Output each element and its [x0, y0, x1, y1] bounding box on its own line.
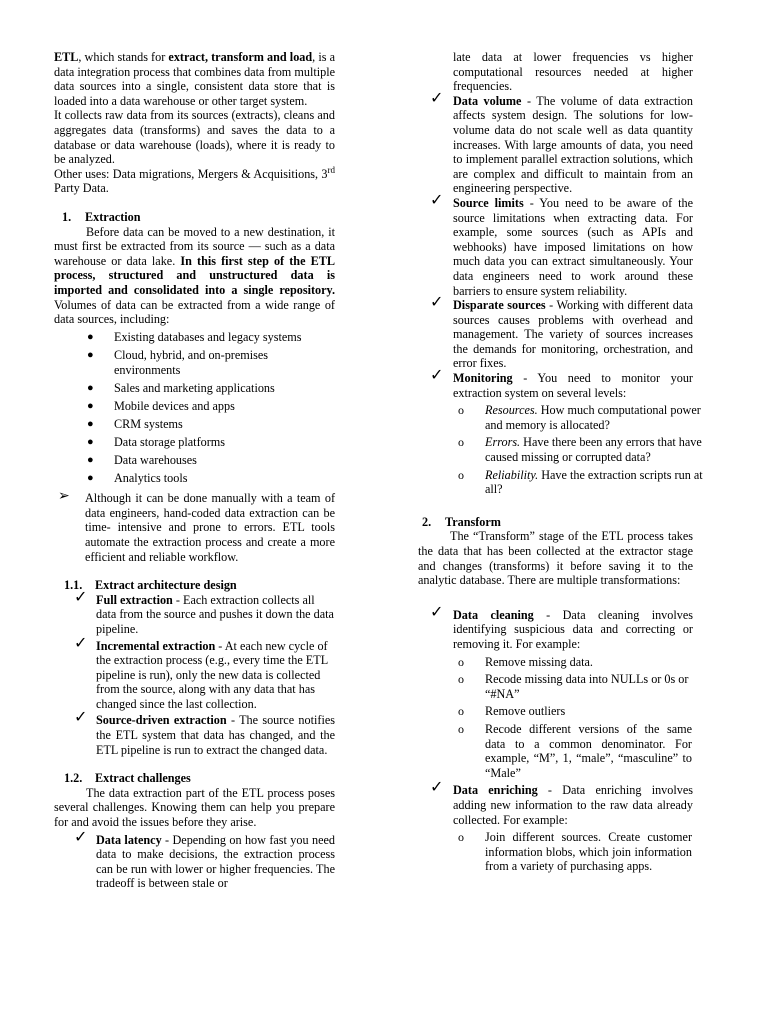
monitoring-item: ✓ Monitoring - You need to monitor your extraction system on several levels:: [430, 367, 693, 400]
right-column: [418, 50, 718, 877]
section-heading-transform: 2. Transform: [422, 514, 501, 529]
checkmark-icon: ✓: [430, 603, 444, 621]
list-item: ● Existing databases and legacy systems: [87, 330, 302, 345]
checkmark-icon: ✓: [430, 89, 444, 107]
list-item: o Join different sources. Create customer information blobs, which join information from a variety of purchasing apps.: [458, 830, 692, 874]
checkmark-icon: ✓: [74, 634, 88, 652]
intro-paragraph: ETL, which stands for extract, transform and load, is a data integration process that combines data from multiple data sources into a single, consistent data store that is loaded into a data warehouse or other target system.: [54, 50, 335, 108]
enriching-examples-list: [418, 830, 718, 874]
bullet-icon: ●: [87, 417, 94, 430]
circle-bullet-icon: o: [458, 704, 464, 719]
list-item: ● Data warehouses: [87, 452, 197, 467]
circle-bullet-icon: o: [458, 830, 464, 845]
checkmark-icon: ✓: [74, 828, 88, 846]
circle-bullet-icon: o: [458, 403, 464, 418]
checkmark-icon: ✓: [430, 367, 444, 385]
checkmark-icon: ✓: [430, 191, 444, 209]
data-volume-item: ✓ Data volume - The volume of data extraction affects system design. The solutions for low-volume data do not scale well as data quantity increases. With large amounts of data, you need to implement parallel extraction solutions, which are complex and difficult to maintain from an engineering perspective.: [430, 89, 693, 196]
list-item: ● Analytics tools: [87, 470, 188, 485]
circle-bullet-icon: o: [458, 721, 464, 736]
checkmark-icon: ✓: [74, 709, 88, 727]
etl-term: ETL: [54, 50, 79, 64]
arrow-bullet-icon: ➢: [58, 489, 70, 505]
bullet-icon: ●: [87, 435, 94, 448]
incremental-extraction-item: ✓ Incremental extraction - At each new cycle of the extraction process (e.g., every time the ETL pipeline is run), only the new data is collected from the source, along with any data that has changed since the last collection.: [74, 634, 328, 711]
intro-paragraph-2: It collects raw data from its sources (extracts), cleans and aggregates data (transforms) and saves the data to a database or data warehouse (loads), where it is ready to be analyzed.: [54, 108, 335, 167]
challenges-paragraph: The data extraction part of the ETL process poses several challenges. Knowing them can help you prepare for and avoid the issues before they arise.: [54, 785, 335, 830]
list-item: ● Mobile devices and apps: [87, 398, 235, 413]
source-limits-item: ✓ Source limits - You need to be aware of the source limitations when extracting data. For example, some sources (such as APIs and webhooks) have imposed limitations on how much data you can extract simultaneously. Your data engineers need to work around these barriers to ensure system reliability.: [430, 191, 693, 298]
monitoring-levels-list: [418, 403, 718, 497]
list-item: ● Data storage platforms: [87, 434, 226, 449]
bullet-icon: ●: [87, 399, 94, 412]
source-driven-extraction-item: ✓ Source-driven extraction - The source notifies the ETL system that data has changed, and the ETL pipeline is run to extract the changed data.: [74, 709, 335, 757]
circle-bullet-icon: o: [458, 435, 464, 450]
circle-bullet-icon: o: [458, 654, 464, 669]
other-uses: Other uses: Data migrations, Mergers & Acquisitions, 3rd Party Data.: [54, 164, 335, 196]
transform-paragraph: The “Transform” stage of the ETL process takes the data that has been collected at the extractor stage and changes (transforms) it before saving it to the analytic database. There are multiple transformations:: [418, 529, 693, 588]
list-item: o Recode different versions of the same data to a common denominator. For example, “M”, 1, “male”, “masculine” to “Male”: [458, 721, 692, 780]
data-sources-list: [54, 330, 335, 485]
data-enriching-item: ✓ Data enriching - Data enriching involves adding new information to the raw data already collected. For example:: [430, 779, 693, 827]
left-column: [54, 50, 335, 891]
circle-bullet-icon: o: [458, 467, 464, 482]
data-cleaning-item: ✓ Data cleaning - Data cleaning involves identifying suspicious data and correcting or removing it. For example:: [430, 603, 693, 651]
list-item: ● CRM systems: [87, 416, 183, 431]
list-item: o Remove missing data.: [458, 654, 593, 669]
cleaning-examples-list: [418, 655, 698, 781]
full-extraction-item: ✓ Full extraction - Each extraction collects all data from the source and pushes it down the data pipeline.: [74, 588, 334, 636]
extraction-note: ➢ Although it can be done manually with a team of data engineers, hand-coded data extraction can be time- intensive and prone to errors. ETL tools automate the extraction process and create a more efficient and reliable workflow.: [58, 489, 335, 564]
checkmark-icon: ✓: [430, 779, 444, 797]
list-item: o Errors. Have there been any errors that have caused missing or corrupted data?: [458, 435, 702, 465]
bullet-icon: ●: [87, 381, 94, 394]
extraction-paragraph: Before data can be moved to a new destination, it must first be extracted from its source — such as a data warehouse or data lake. In this first step of the ETL process, structured and unstructured data is imported and consolidated into a single repository. Volumes of data can be extracted from a wide range of data sources, including:: [54, 224, 335, 327]
circle-bullet-icon: o: [458, 672, 464, 687]
bullet-icon: ●: [87, 453, 94, 466]
section-heading-architecture: 1.1. Extract architecture design: [64, 578, 237, 593]
list-item: ● Cloud, hybrid, and on-premises environments: [87, 348, 269, 377]
data-latency-continued: late data at lower frequencies vs higher computational resources needed at higher frequencies.: [453, 50, 693, 94]
list-item: o Resources. How much computational power and memory is allocated?: [458, 403, 701, 432]
bullet-icon: ●: [87, 331, 94, 344]
section-heading-extraction: 1. Extraction: [62, 209, 141, 224]
checkmark-icon: ✓: [74, 588, 88, 606]
list-item: o Remove outliers: [458, 704, 566, 719]
etl-definition: extract, transform and load: [168, 50, 313, 64]
data-latency-item: ✓ Data latency - Depending on how fast you need data to make decisions, the extraction process can be run with lower or higher frequencies. The tradeoff is between stale or: [74, 828, 335, 891]
bullet-icon: ●: [87, 471, 94, 484]
checkmark-icon: ✓: [430, 294, 444, 312]
list-item: o Reliability. Have the extraction scripts run at all?: [458, 467, 703, 497]
list-item: o Recode missing data into NULLs or 0s or “#NA”: [458, 672, 689, 701]
bullet-icon: ●: [87, 349, 94, 362]
section-heading-challenges: 1.2. Extract challenges: [64, 771, 191, 786]
disparate-sources-item: ✓ Disparate sources - Working with different data sources causes problems with overhead and management. The variety of sources increases the demands for monitoring, orchestration, and error fixes.: [430, 294, 693, 371]
list-item: ● Sales and marketing applications: [87, 380, 275, 395]
